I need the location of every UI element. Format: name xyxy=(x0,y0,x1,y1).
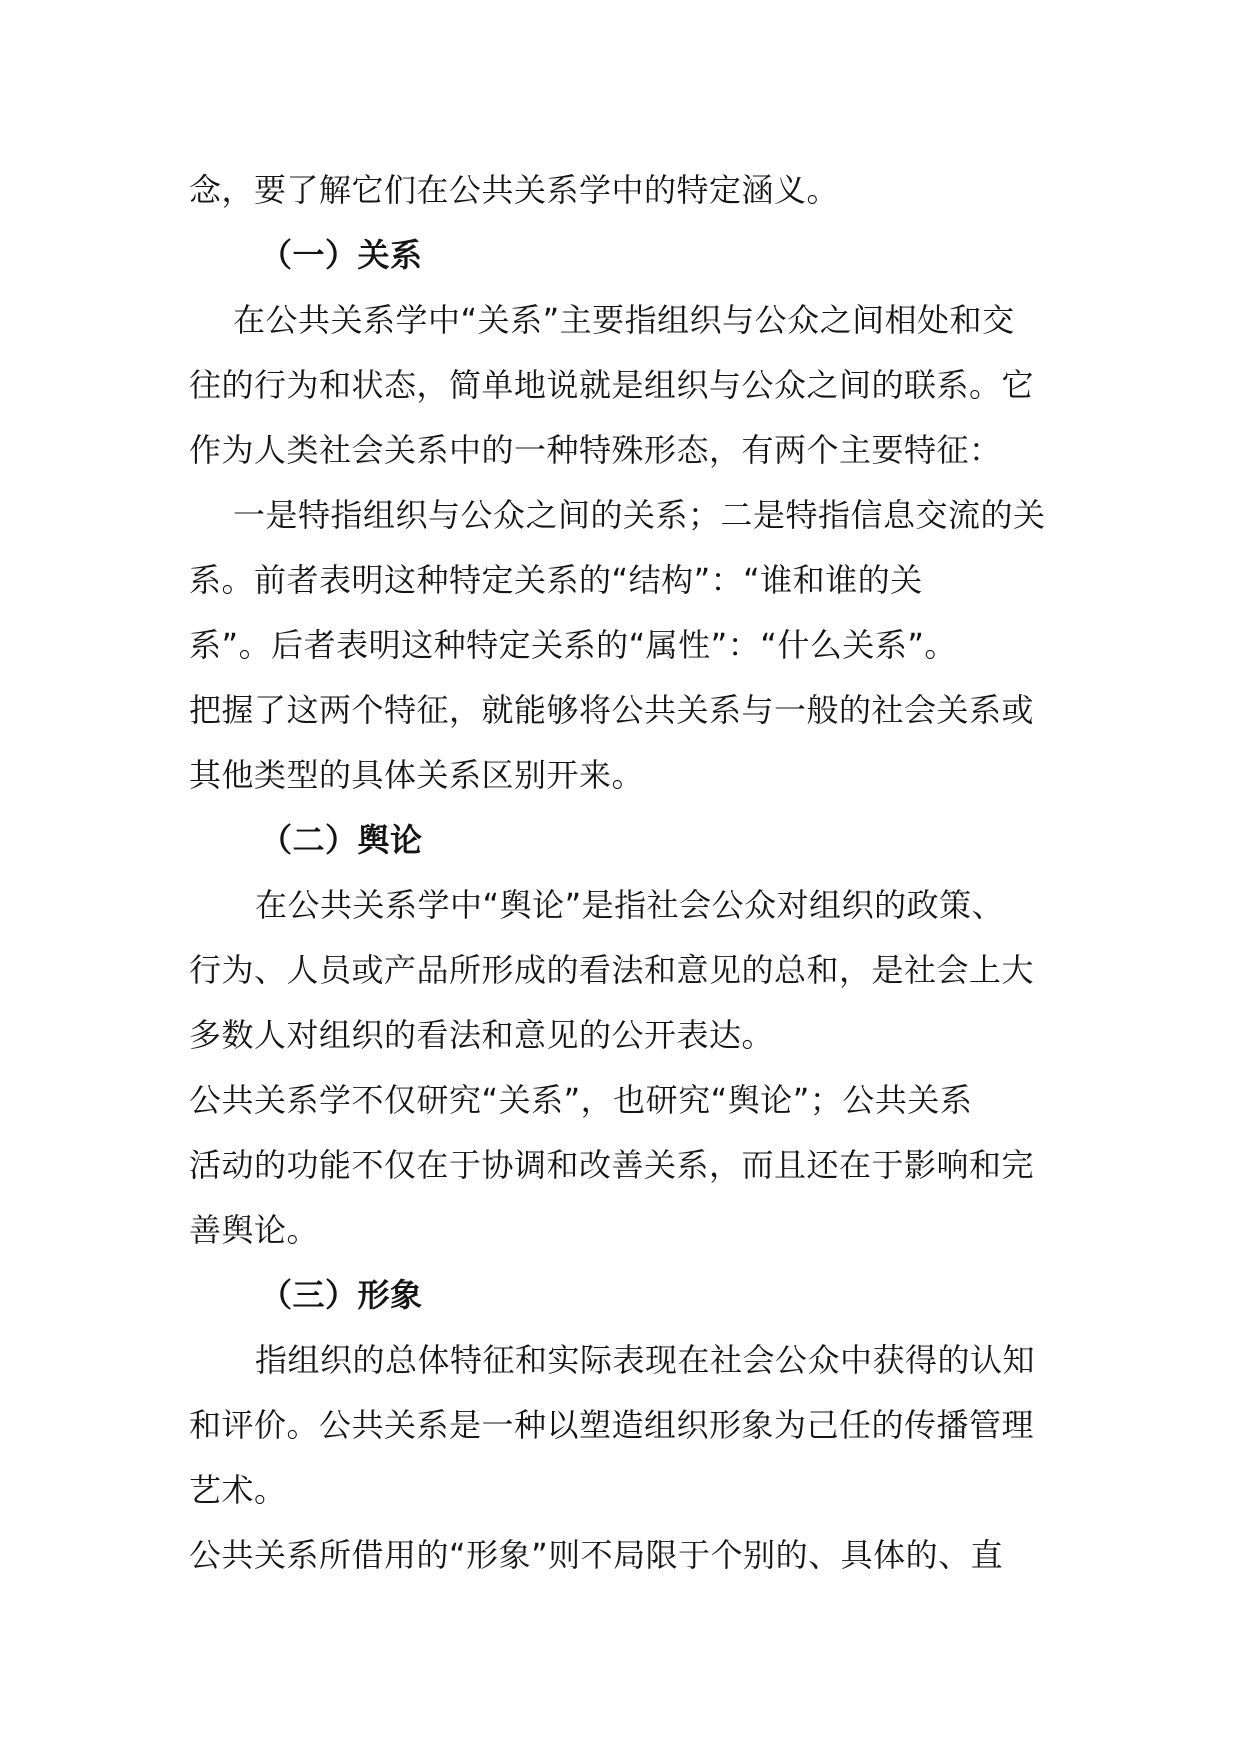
paragraph-line: 多数人对组织的看法和意见的公开表达。 xyxy=(189,1016,775,1054)
paragraph-line: 其他类型的具体关系区别开来。 xyxy=(189,756,645,794)
paragraph-line: 公共关系学不仅研究“关系”，也研究“舆论”；公共关系 xyxy=(189,1081,973,1119)
section-heading: （一）关系 xyxy=(260,236,423,274)
paragraph-line: 善舆论。 xyxy=(189,1211,320,1249)
paragraph-line: 行为、人员或产品所形成的看法和意见的总和，是社会上大 xyxy=(189,951,1035,989)
paragraph-line: 公共关系所借用的“形象”则不局限于个别的、具体的、直 xyxy=(189,1536,1004,1574)
document-body xyxy=(189,158,1069,1588)
paragraph-line: 在公共关系学中“关系”主要指组织与公众之间相处和交 xyxy=(233,301,1015,339)
paragraph-line: 系。前者表明这种特定关系的“结构”：“谁和谁的关 xyxy=(189,561,923,599)
paragraph-line: 念，要了解它们在公共关系学中的特定涵义。 xyxy=(189,171,840,209)
paragraph-line: 艺术。 xyxy=(189,1471,287,1509)
paragraph-line: 一是特指组织与公众之间的关系；二是特指信息交流的关 xyxy=(233,496,1046,534)
paragraph-line: 在公共关系学中“舆论”是指社会公众对组织的政策、 xyxy=(255,886,1005,924)
section-heading: （三）形象 xyxy=(260,1276,423,1314)
paragraph-line: 活动的功能不仅在于协调和改善关系，而且还在于影响和完 xyxy=(189,1146,1035,1184)
paragraph-line: 作为人类社会关系中的一种特殊形态，有两个主要特征： xyxy=(189,431,1002,469)
paragraph-line: 指组织的总体特征和实际表现在社会公众中获得的认知 xyxy=(255,1341,1036,1379)
paragraph-line: 和评价。公共关系是一种以塑造组织形象为己任的传播管理 xyxy=(189,1406,1035,1444)
paragraph-line: 往的行为和状态，简单地说就是组织与公众之间的联系。它 xyxy=(189,366,1035,404)
paragraph-line: 把握了这两个特征，就能够将公共关系与一般的社会关系或 xyxy=(189,691,1035,729)
section-heading: （二）舆论 xyxy=(260,821,423,859)
paragraph-line: 系”。后者表明这种特定关系的“属性”：“什么关系”。 xyxy=(189,626,957,664)
